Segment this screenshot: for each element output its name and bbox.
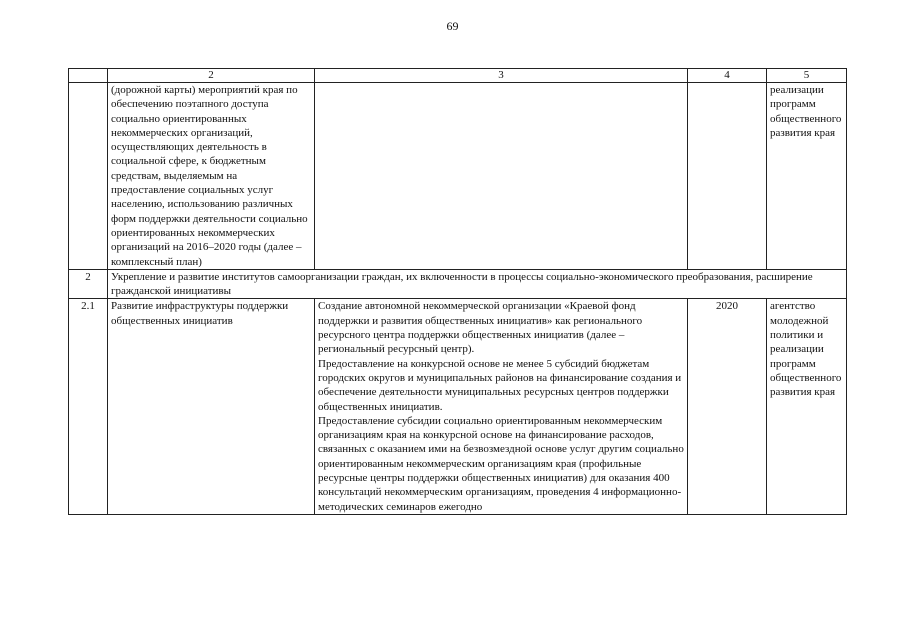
deadline-cell — [688, 83, 767, 270]
section-row — [69, 269, 847, 299]
content-cell — [315, 299, 688, 514]
content-cell — [315, 83, 688, 270]
measure-name-cell: Развитие инфраструктуры поддержки общественных инициатив — [108, 299, 315, 514]
column-header: 4 — [688, 69, 767, 83]
column-header: 3 — [315, 69, 688, 83]
content-paragraph: Создание автономной некоммерческой организации «Краевой фонд поддержки и развития общественных инициатив» как регионального ресурсного центра поддержки общественных инициатив (далее – региональный ресурсный центр). — [318, 300, 643, 356]
document-table — [68, 68, 847, 515]
table-header-row — [69, 69, 847, 83]
table-row — [69, 83, 847, 270]
measure-name-cell: (дорожной карты) мероприятий края по обеспечению поэтапного доступа социально ориентированных некоммерческих организаций, осуществляющих деятельность в социальной сфере, к бюджетным средствам, выделяемым на предоставление социальных услуг населению, использованию различных форм поддержки деятельности социально ориентированных некоммерческих организаций на 2016–2020 годы (далее – комплексный план) — [108, 83, 315, 270]
content-paragraph: Предоставление на конкурсной основе не менее 5 субсидий бюджетам городских округов и муниципальных районов на финансирование создания и обеспечение деятельности муниципальных ресурсных центров поддержки общественных инициатив. — [318, 357, 682, 413]
section-title-cell: Укрепление и развитие институтов самоорганизации граждан, их включенности в процессы социально-экономического преобразования, расширение гражданской инициативы — [108, 269, 847, 299]
content-paragraph: Предоставление субсидии социально ориентированным некоммерческим организациям края на конкурсной основе на финансирование расходов, связанных с оказанием ими на безвозмездной основе услуг другим социально ориентированным некоммерческим организациям края (профильные ресурсные центры поддержки общественных инициатив) для оказания 400 консультаций некоммерческим организациям, проведения 4 информационно-методических семинаров ежегодно — [318, 414, 684, 513]
column-header — [69, 69, 108, 83]
table-row — [69, 299, 847, 514]
row-number-cell — [69, 83, 108, 270]
deadline-cell: 2020 — [688, 299, 767, 514]
responsible-cell: реализации программ общественного развития края — [767, 83, 847, 270]
column-header: 5 — [767, 69, 847, 83]
responsible-cell: агентство молодежной политики и реализации программ общественного развития края — [767, 299, 847, 514]
row-number-cell: 2.1 — [69, 299, 108, 514]
column-header: 2 — [108, 69, 315, 83]
page-number: 69 — [446, 19, 459, 33]
row-number-cell: 2 — [69, 269, 108, 299]
